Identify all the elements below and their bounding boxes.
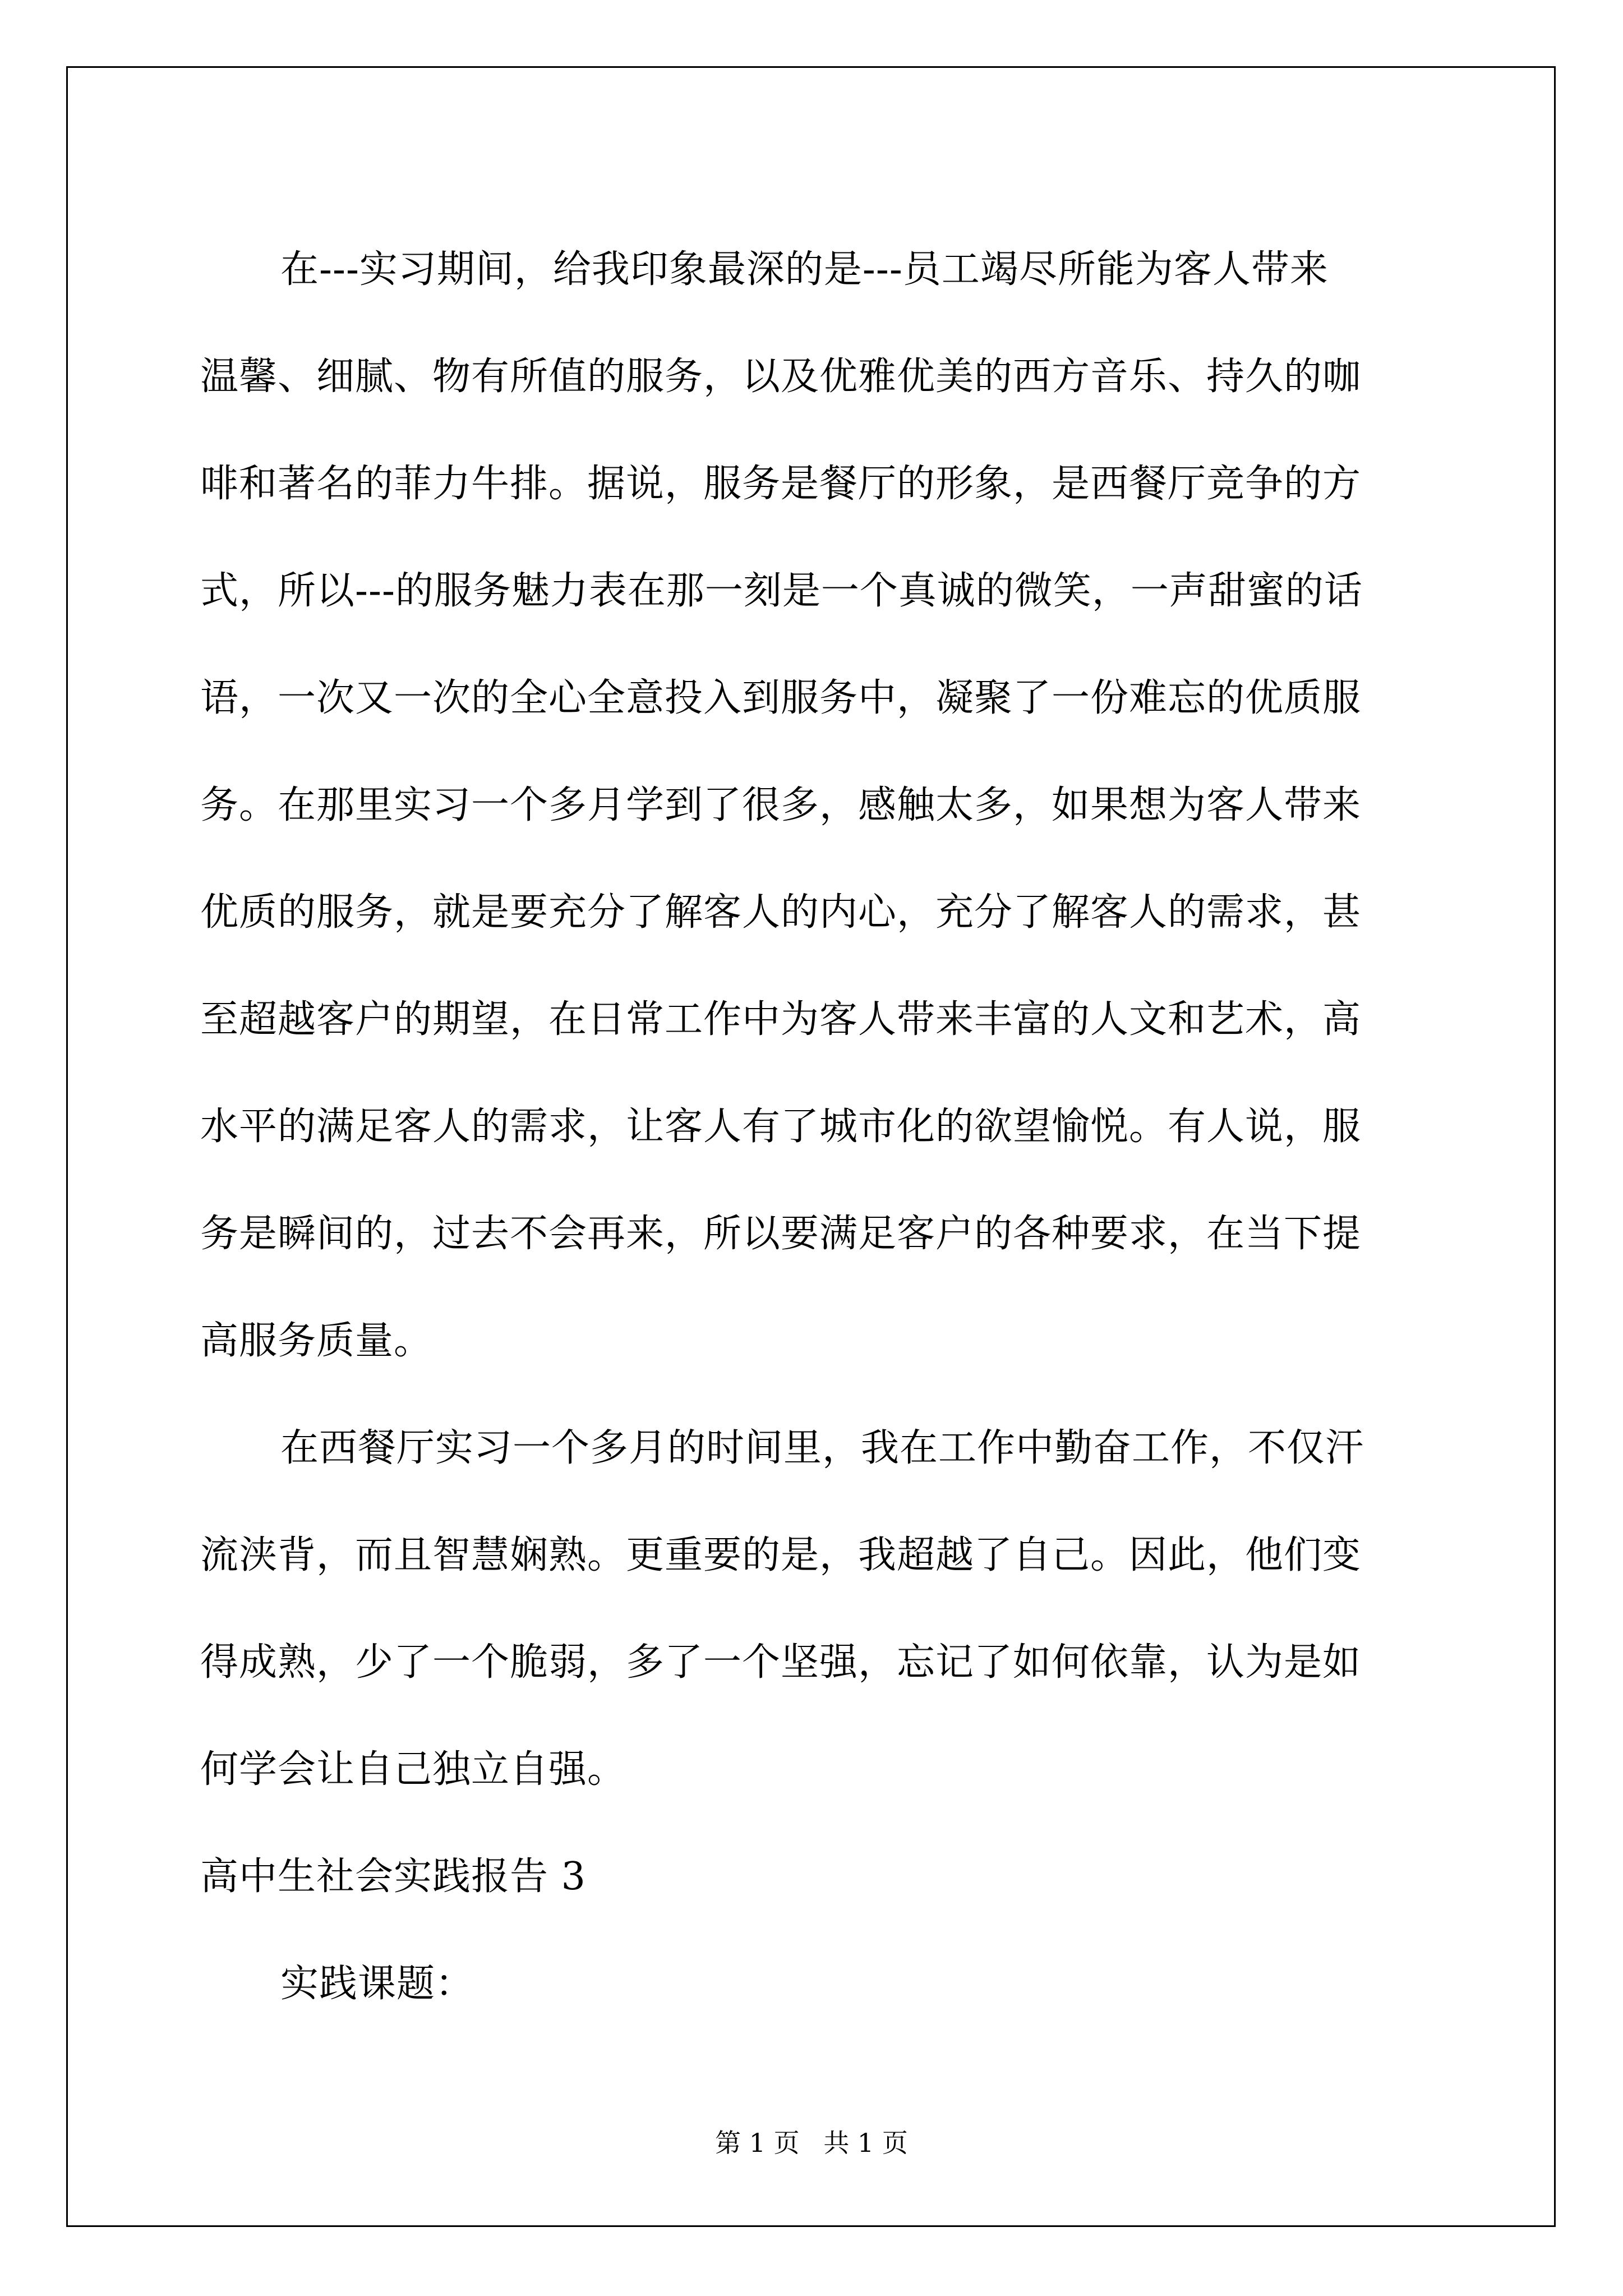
text-line: 在西餐厅实习一个多月的时间里，我在工作中勤奋工作，不仅汗 bbox=[280, 1426, 1364, 1470]
page-number: 第 1 页 bbox=[715, 2128, 800, 2158]
text-line: 何学会让自己独立自强。 bbox=[200, 1747, 626, 1792]
paragraph-2 bbox=[200, 1395, 1423, 1823]
heading-text: 高中生社会实践报告 3 bbox=[200, 1855, 586, 1899]
text-line: 务是瞬间的，过去不会再来，所以要满足客户的各种要求，在当下提 bbox=[200, 1212, 1362, 1256]
section-heading bbox=[200, 1823, 1423, 1930]
text-line: 至超越客户的期望，在日常工作中为客人带来丰富的人文和艺术，高 bbox=[200, 997, 1362, 1042]
text-line: 式，所以---的服务魅力表在那一刻是一个真诚的微笑，一声甜蜜的话 bbox=[200, 569, 1363, 613]
text-line: 水平的满足客人的需求，让客人有了城市化的欲望愉悦。有人说，服 bbox=[200, 1105, 1362, 1149]
page-total: 共 1 页 bbox=[823, 2128, 908, 2158]
paragraph-1 bbox=[200, 216, 1423, 1395]
text-line: 得成熟，少了一个脆弱，多了一个坚强，忘记了如何依靠，认为是如 bbox=[200, 1640, 1362, 1685]
text-line: 语，一次又一次的全心全意投入到服务中，凝聚了一份难忘的优质服 bbox=[200, 676, 1362, 720]
page-footer bbox=[0, 2126, 1623, 2160]
text-line: 在---实习期间，给我印象最深的是---员工竭尽所能为客人带来 bbox=[280, 247, 1329, 292]
text-line: 优质的服务，就是要充分了解客人的内心，充分了解客人的需求，甚 bbox=[200, 890, 1362, 935]
text-line: 实践课题： bbox=[280, 1962, 474, 2006]
document-body bbox=[200, 216, 1423, 2037]
paragraph-3 bbox=[200, 1930, 1423, 2037]
text-line: 务。在那里实习一个多月学到了很多，感触太多，如果想为客人带来 bbox=[200, 783, 1362, 827]
text-line: 温馨、细腻、物有所值的服务，以及优雅优美的西方音乐、持久的咖 bbox=[200, 355, 1362, 399]
text-line: 啡和著名的菲力牛排。据说，服务是餐厅的形象，是西餐厅竞争的方 bbox=[200, 462, 1362, 506]
text-line: 流浃背，而且智慧娴熟。更重要的是，我超越了自己。因此，他们变 bbox=[200, 1533, 1362, 1577]
text-line: 高服务质量。 bbox=[200, 1319, 433, 1363]
